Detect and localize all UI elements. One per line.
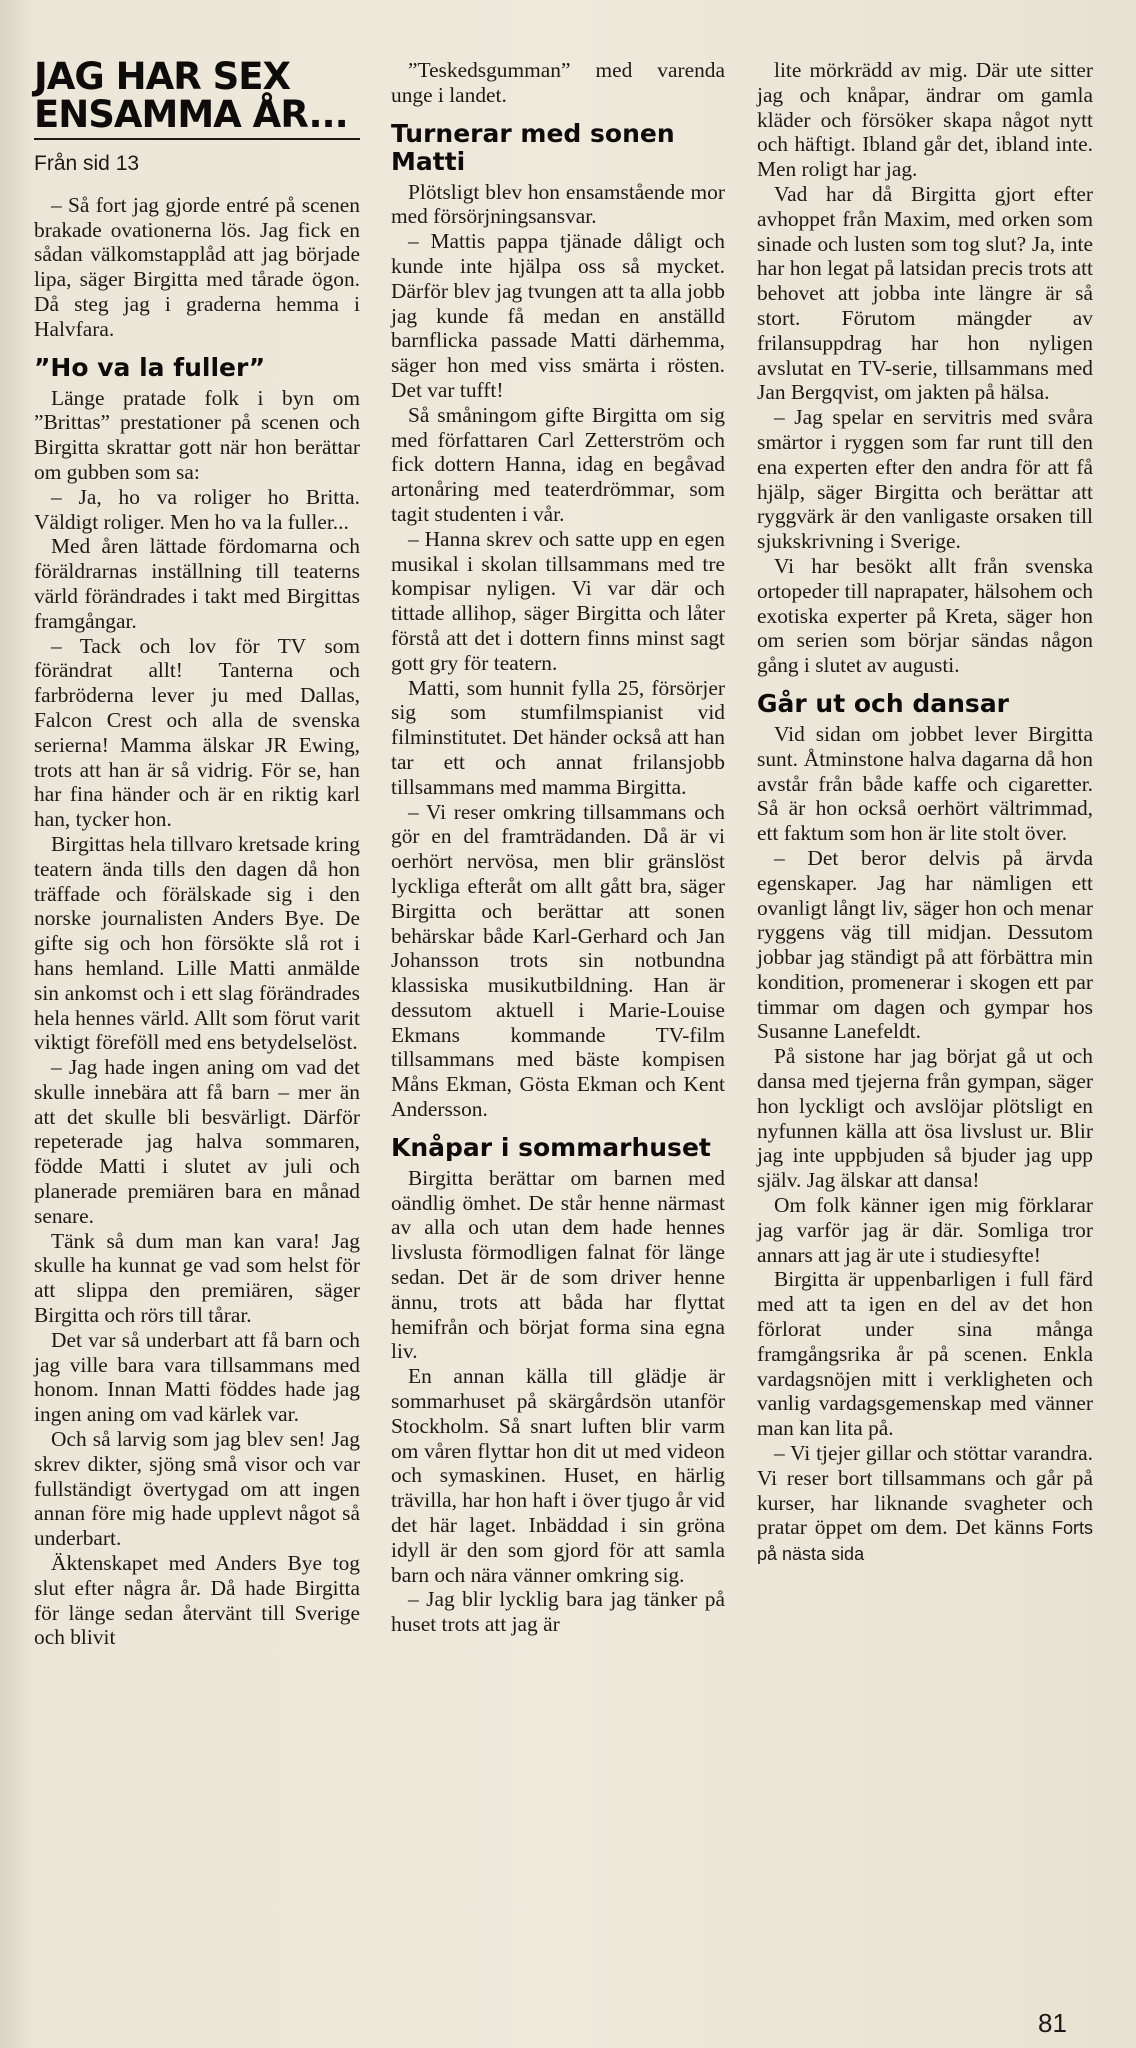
subheading: Knåpar i sommarhuset xyxy=(391,1132,711,1162)
paragraph: Matti, som hunnit fylla 25, försörjer sig som stumfilmspianist vid filminstitutet. Det händer också att han tar ett och annat frilansjobb tillsammans med mamma Birgitta. xyxy=(391,675,725,799)
paragraph: På sistone har jag börjat gå ut och dansa med tjejerna från gympan, säger hon lyckligt och avslöjar plötsligt en nyfunnen källa att ösa livslust ur. Blir jag inte uppbjuden så bjuder jag upp själv. Jag älskar att dansa! xyxy=(757,1044,1093,1193)
paragraph: Birgitta berättar om barnen med oändlig ömhet. De står henne närmast av alla och utan dem hade hennes livslusta förmodligen falnat för länge sedan. Det är de som driver henne ännu, trots att båda har flyttat hemifrån och börjat forma sina egna liv. xyxy=(391,1165,725,1364)
subheading: Går ut och dansar xyxy=(757,688,1010,718)
paragraph: Vid sidan om jobbet lever Birgitta sunt. Åtminstone halva dagarna då hon avstår från både kaffe och cigaretter. Så är hon också oerhört vältrimmad, ett faktum som hon är lite stolt över. xyxy=(757,721,1093,846)
paragraph: Vi har besökt allt från svenska ortopeder till naprapater, hälsohem och exotiska experter på Kreta, säger hon om serien som börjar sändas någon gång i slutet av augusti. xyxy=(757,553,1093,678)
paragraph: Länge pratade folk i byn om ”Brittas” prestationer på scenen och Birgitta skrattar gott när hon berättar om gubben som sa: xyxy=(34,385,360,484)
paragraph: – Jag hade ingen aning om vad det skulle innebära att få barn – mer än att det skulle bli besvärligt. Därför repeterade jag halva sommaren, födde Matti i slutet av juli och planerade premiären bara en månad senare. xyxy=(34,1055,360,1228)
page-gutter-shadow xyxy=(0,0,34,2048)
paragraph-text: – Vi tjejer gillar och stöttar varandra. Vi reser bort tillsammans och går på kurser, har liknande svagheter och pratar öppet om dem. Det känns xyxy=(757,1441,1093,1540)
article-column-2 xyxy=(391,58,725,1637)
headline-rule xyxy=(34,138,360,140)
paragraph: – Mattis pappa tjänade dåligt och kunde inte hjälpa oss så mycket. Därför blev jag tvungen att ta alla jobb jag kunde få medan en anställd barnflicka passade Matti därhemma, säger hon med viss smärta i rösten. Det var tufft! xyxy=(391,229,725,402)
article-headline: JAG HAR SEX ENSAMMA ÅR... xyxy=(34,55,348,136)
article-column-3 xyxy=(757,58,1093,1567)
continued-on-next-page-label: Forts på nästa sida xyxy=(757,1518,1093,1565)
paragraph: – Jag blir lycklig bara jag tänker på huset trots att jag är xyxy=(391,1587,725,1637)
paragraph: Och så larvig som jag blev sen! Jag skrev dikter, sjöng små visor och var fullständigt övertygad om att ingen annan före mig hade upplevt något så underbart. xyxy=(34,1427,360,1551)
paragraph: Birgitta är uppenbarligen i full färd med att ta igen en del av det hon förlorat under sina många framgångsrika år på scenen. Enkla vardagsnöjen mitt i verkligheten och vanlig vardagsgemenskap med vänner man kan lita på. xyxy=(757,1267,1093,1441)
paragraph: Det var så underbart att få barn och jag ville bara vara tillsammans med honom. Innan Matti föddes hade jag ingen aning om vad kärlek var. xyxy=(34,1327,360,1427)
paragraph: lite mörkrädd av mig. Där ute sitter jag och knåpar, ändrar om gamla kläder och försöker skapa något nytt och häftigt. Ibland går det, ibland inte. Men roligt har jag. xyxy=(757,58,1093,182)
paragraph: – Det beror delvis på ärvda egenskaper. Jag har nämligen ett ovanligt långt liv, säger hon och menar ryggens väg till midjan. Dessutom jobbar jag ständigt på att förbättra min kondition, promenerar i skogen ett par timmar om dagen och gympar hos Susanne Lanefeldt. xyxy=(757,845,1093,1044)
paragraph: Med åren lättade fördomarna och föräldrarnas inställning till teaterns värld förändrades i takt med Birgittas framgångar. xyxy=(34,534,360,633)
paragraph: Birgittas hela tillvaro kretsade kring teatern ända tills den dagen då hon träffade och förälskade sig i den norske journalisten Anders Bye. De gifte sig och hon försökte slå rot i hans hemland. Lille Matti anmälde sin ankomst och i ett slag förändrades hela hennes värld. Allt som förut varit viktigt föreföll med ens betydelselöst. xyxy=(34,831,360,1055)
paragraph: En annan källa till glädje är sommarhuset på skärgårdsön utanför Stockholm. Så snart luften blir varm om våren flyttar hon dit ut med videon och symaskinen. Huset, en härlig trävilla, har hon haft i över tjugo år vid det här laget. Inbäddad i sin gröna idyll är den som gjord för att samla barn och nära vänner omkring sig. xyxy=(391,1364,725,1587)
continued-from-label: Från sid 13 xyxy=(34,152,140,175)
paragraph: Vad har då Birgitta gjort efter avhoppet från Maxim, med orken som sinade och lusten som tog slut? Ja, inte har hon legat på latsidan precis trots att behovet att jobba inte längre är så stort. Förutom mängder av frilansuppdrag har hon nyligen avslutat en TV-serie, tillsammans med Jan Bergqvist, om jakten på hälsa. xyxy=(757,181,1093,405)
paragraph: ”Teskedsgumman” med varenda unge i landet. xyxy=(391,58,725,107)
article-column-1 xyxy=(34,55,360,1650)
page-number: 81 xyxy=(1038,2008,1067,2038)
paragraph: Tänk så dum man kan vara! Jag skulle ha kunnat ge vad som helst för att slippa den premiären, säger Birgitta och rörs till tårar. xyxy=(34,1228,360,1328)
paragraph: – Ja, ho va roliger ho Britta. Väldigt roliger. Men ho va la fuller... xyxy=(34,484,360,534)
paragraph: Äktenskapet med Anders Bye tog slut efter några år. Då hade Birgitta för länge sedan återvänt till Sverige och blivit xyxy=(34,1551,360,1650)
paragraph: Om folk känner igen mig förklarar jag varför jag är där. Somliga tror annars att jag är ute i studiesyfte! xyxy=(757,1193,1093,1267)
paragraph-with-continuation xyxy=(757,1441,1093,1567)
subheading: Turnerar med sonen Matti xyxy=(391,118,675,176)
paragraph: – Vi reser omkring tillsammans och gör en del framträdanden. Då är vi oerhört nervösa, men blir gränslöst lyckliga efteråt om allt gått bra, säger Birgitta och berättar att sonen behärskar både Karl-Gerhard och Jan Johansson trots sin notbundna klassiska musikutbildning. Han är dessutom aktuell i Marie-Louise Ekmans kommande TV-film tillsammans med bäste kompisen Måns Ekman, Gösta Ekman och Kent Andersson. xyxy=(391,799,725,1122)
subheading: ”Ho va la fuller” xyxy=(34,352,266,382)
paragraph: – Hanna skrev och satte upp en egen musikal i skolan tillsammans med tre kompisar nyligen. Vi var där och tittade allihop, säger Birgitta och låter förstå att det i dottern finns minst sagt gott gry för teatern. xyxy=(391,526,725,675)
paragraph: – Tack och lov för TV som förändrat allt! Tanterna och farbröderna lever ju med Dallas, Falcon Crest och alla de svenska serierna! Mamma älskar JR Ewing, trots att han är så vidrig. För se, han har fina händer och är en riktig karl han, tycker hon. xyxy=(34,633,360,832)
paragraph: Så småningom gifte Birgitta om sig med författaren Carl Zetterström och fick dottern Hanna, idag en begåvad artonåring med teaterdrömmar, som tagit studenten i vår. xyxy=(391,402,725,526)
paragraph: – Så fort jag gjorde entré på scenen brakade ovationerna lös. Jag fick en sådan välkomstapplåd att jag började lipa, säger Birgitta med tårade ögon. Då steg jag i graderna hemma i Halvfara. xyxy=(34,192,360,341)
paragraph: Plötsligt blev hon ensamstående mor med försörjningsansvar. xyxy=(391,179,725,229)
paragraph: – Jag spelar en servitris med svåra smärtor i ryggen som far runt till den ena experten efter den andra för att få hjälp, säger Birgitta och berättar att ryggvärk är den vanligaste orsaken till sjukskrivning i Sverige. xyxy=(757,405,1093,554)
